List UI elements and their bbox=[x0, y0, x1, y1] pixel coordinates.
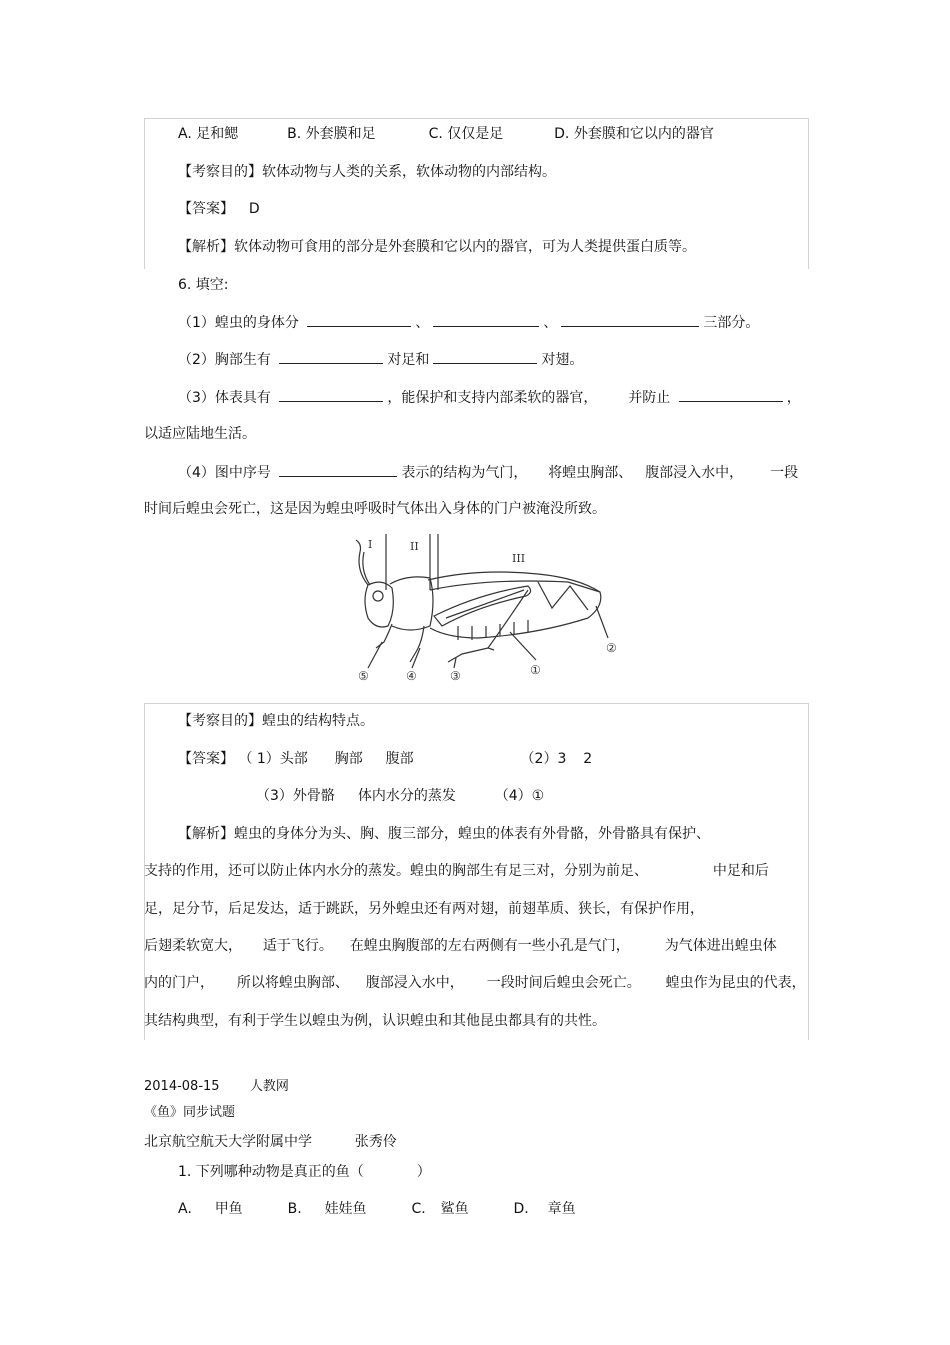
fish-option-a-letter: A. bbox=[178, 1201, 192, 1217]
q6-analysis-line4-b: 适于飞行。 bbox=[262, 938, 333, 954]
q5-analysis: 【解析】软体动物可食用的部分是外套膜和它以内的器官，可为人类提供蛋白质等。 bbox=[178, 239, 696, 255]
blank-1c[interactable] bbox=[561, 313, 699, 327]
school-author bbox=[144, 1133, 397, 1151]
article-meta bbox=[144, 1078, 289, 1096]
fish-option-c-letter: C. bbox=[411, 1201, 426, 1217]
q6-analysis-line3: 足，足分节，后足发达，适于跳跃，另外蝗虫还有两对翅，前翅革质、狭长，有保护作用， bbox=[144, 901, 704, 917]
q5-option-d: D. 外套膜和它以内的器官 bbox=[554, 126, 714, 142]
fish-option-d-letter: D. bbox=[513, 1201, 529, 1217]
q6-ans1c: 腹部 bbox=[385, 751, 414, 767]
q6-part3-start: （3）体表具有 bbox=[178, 390, 271, 406]
q6-part4-c: 腹部浸入水中， bbox=[645, 465, 744, 481]
school-name: 北京航空航天大学附属中学 bbox=[144, 1134, 312, 1150]
q6-part4-a: 表示的结构为气门， bbox=[401, 465, 528, 481]
q6-ans3b: 体内水分的蒸发 bbox=[357, 788, 456, 804]
blank-1b[interactable] bbox=[433, 313, 539, 327]
q5-option-c: C. 仅仅是足 bbox=[428, 126, 504, 142]
q6-part1-sep2: 、 bbox=[543, 315, 558, 331]
callout-2: ② bbox=[606, 641, 617, 655]
q6-analysis-line4-c: 在蝗虫胸腹部的左右两侧有一些小孔是气门， bbox=[349, 938, 630, 954]
figure-region-label-2: II bbox=[410, 540, 419, 553]
q6-analysis-line2-text: 支持的作用，还可以防止体内水分的蒸发。蝗虫的胸部生有足三对，分别为前足、 bbox=[144, 863, 648, 879]
blank-4[interactable] bbox=[279, 463, 397, 477]
fish-q1 bbox=[178, 1163, 431, 1181]
article-date: 2014-08-15 bbox=[144, 1079, 220, 1094]
q6-analysis-line5 bbox=[144, 974, 806, 992]
q6-part3-mid: ，能保护和支持内部柔软的器官， bbox=[387, 390, 598, 406]
fish-q1-text: 1. 下列哪种动物是真正的鱼（ bbox=[178, 1164, 364, 1180]
q6-analysis-line6: 其结构典型，有利于学生以蝗虫为例，认识蝗虫和其他昆虫都具有的共性。 bbox=[144, 1013, 606, 1029]
q6-analysis-line5-b: 所以将蝗虫胸部、 bbox=[236, 975, 349, 991]
fish-option-a: 甲鱼 bbox=[214, 1201, 243, 1217]
blank-3b[interactable] bbox=[679, 388, 783, 402]
q6-part2 bbox=[178, 350, 583, 369]
callout-1: ① bbox=[530, 663, 541, 677]
q6-ans4: （4）① bbox=[494, 788, 545, 804]
q6-part4-d: 一段 bbox=[770, 465, 799, 481]
q6-part3 bbox=[178, 388, 801, 407]
q6-part3-mid2: 并防止 bbox=[628, 390, 671, 406]
q5-option-a: A. 足和鳃 bbox=[178, 126, 239, 142]
fish-option-b-letter: B. bbox=[287, 1201, 302, 1217]
q5-answer-label: 【答案】 bbox=[178, 201, 234, 217]
callout-3: ③ bbox=[450, 669, 461, 683]
q6-analysis-line5-e: 蝗虫作为昆虫的代表， bbox=[665, 975, 806, 991]
callout-5: ⑤ bbox=[358, 669, 369, 683]
figure-region-label-3: III bbox=[512, 552, 526, 565]
q6-part4-start: （4）图中序号 bbox=[178, 465, 271, 481]
fish-q1-options bbox=[178, 1200, 576, 1218]
q6-title: 6. 填空: bbox=[178, 277, 229, 293]
author-name: 张秀伶 bbox=[354, 1134, 397, 1150]
q6-analysis-line4-a: 后翅柔软宽大， bbox=[144, 938, 242, 954]
blank-2b[interactable] bbox=[433, 350, 537, 364]
q6-part1 bbox=[178, 313, 759, 332]
q6-part4-line2: 时间后蝗虫会死亡，这是因为蝗虫呼吸时气体出入身体的门户被淹没所致。 bbox=[144, 501, 606, 517]
q6-part2-start: （2）胸部生有 bbox=[178, 352, 271, 368]
q6-purpose: 【考察目的】蝗虫的结构特点。 bbox=[178, 713, 374, 729]
blank-3a[interactable] bbox=[279, 388, 383, 402]
q6-part1-start: （1）蝗虫的身体分 bbox=[178, 315, 299, 331]
fish-option-d: 章鱼 bbox=[547, 1201, 576, 1217]
q6-analysis-line1: 【解析】蝗虫的身体分为头、胸、腹三部分，蝗虫的体表有外骨骼，外骨骼具有保护、 bbox=[178, 826, 710, 842]
q6-answer-line1 bbox=[178, 750, 592, 768]
blank-1a[interactable] bbox=[307, 313, 411, 327]
test-title: 《鱼》同步试题 bbox=[144, 1105, 236, 1120]
q6-ans2: （2）3 bbox=[520, 751, 567, 767]
q6-part4 bbox=[178, 463, 798, 482]
fish-q1-end: ） bbox=[416, 1164, 431, 1180]
q6-analysis-line5-c: 腹部浸入水中， bbox=[365, 975, 464, 991]
blank-2a[interactable] bbox=[279, 350, 383, 364]
q6-ans1b: 胸部 bbox=[334, 751, 363, 767]
q6-answer-line2 bbox=[256, 787, 544, 805]
figure-region-label-1: I bbox=[368, 538, 373, 551]
q5-option-b: B. 外套膜和足 bbox=[287, 126, 376, 142]
q6-part1-end: 三部分。 bbox=[703, 315, 760, 331]
q6-part2-mid: 对足和 bbox=[387, 352, 430, 368]
q6-analysis-line2 bbox=[144, 862, 769, 880]
q6-analysis-line4-d: 为气体进出蝗虫体 bbox=[664, 938, 777, 954]
q6-part3-line2: 以适应陆地生活。 bbox=[144, 426, 256, 442]
q5-purpose: 【考察目的】软体动物与人类的关系，软体动物的内部结构。 bbox=[178, 164, 556, 180]
q6-part4-b: 将蝗虫胸部、 bbox=[548, 465, 633, 481]
q5-answer-value: D bbox=[248, 201, 260, 217]
article-source: 人教网 bbox=[249, 1079, 289, 1094]
grasshopper-figure bbox=[338, 530, 628, 690]
q6-part3-end: ， bbox=[786, 390, 801, 406]
fish-option-b: 娃娃鱼 bbox=[324, 1201, 367, 1217]
fish-option-c: 鲨鱼 bbox=[440, 1201, 469, 1217]
q6-ans1: （ 1）头部 bbox=[238, 751, 308, 767]
q6-part1-sep1: 、 bbox=[415, 315, 430, 331]
q6-part2-end: 对翅。 bbox=[541, 352, 584, 368]
q5-answer bbox=[178, 200, 260, 218]
q6-ans2b: 2 bbox=[583, 751, 593, 767]
callout-4: ④ bbox=[406, 669, 417, 683]
q6-analysis-line2-tail: 中足和后 bbox=[712, 863, 769, 879]
q6-answer-label: 【答案】 bbox=[178, 751, 234, 767]
q5-options bbox=[178, 125, 714, 143]
q6-ans3: （3）外骨骼 bbox=[256, 788, 335, 804]
q6-analysis-line5-d: 一段时间后蝗虫会死亡。 bbox=[486, 975, 641, 991]
q6-analysis-line4 bbox=[144, 937, 777, 955]
q6-analysis-line5-a: 内的门户， bbox=[144, 975, 214, 991]
